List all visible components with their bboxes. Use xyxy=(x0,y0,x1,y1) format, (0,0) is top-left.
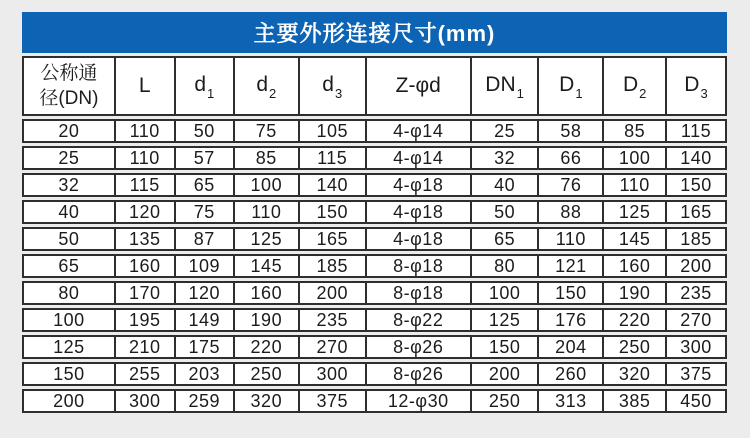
table-cell: 125 xyxy=(22,335,116,359)
table-cell: 255 xyxy=(116,362,176,386)
table-cell: 32 xyxy=(22,173,116,197)
table-cell: 149 xyxy=(176,308,235,332)
table-cell: 87 xyxy=(176,227,235,251)
table-cell: 8-φ26 xyxy=(367,335,472,359)
table-cell: 320 xyxy=(235,389,300,413)
table-cell: 20 xyxy=(22,119,116,143)
table-cell: 250 xyxy=(604,335,667,359)
column-header-7: $D_1$ xyxy=(539,56,604,116)
table-cell: 8-φ18 xyxy=(367,281,472,305)
table-row xyxy=(22,389,727,413)
table-cell: 4-φ14 xyxy=(367,146,472,170)
table-cell: 85 xyxy=(604,119,667,143)
table-cell: 65 xyxy=(472,227,540,251)
table-title-bar xyxy=(22,12,727,53)
table-cell: 150 xyxy=(667,173,727,197)
table-cell: 75 xyxy=(235,119,300,143)
table-row xyxy=(22,308,727,332)
table-cell: 50 xyxy=(472,200,540,224)
table-cell: 313 xyxy=(539,389,604,413)
table-cell: 320 xyxy=(604,362,667,386)
table-cell: 175 xyxy=(176,335,235,359)
column-header-6: $DN_1$ xyxy=(472,56,540,116)
column-header-1: L xyxy=(116,56,176,116)
table-cell: 145 xyxy=(604,227,667,251)
table-cell: 109 xyxy=(176,254,235,278)
table-cell: 85 xyxy=(235,146,300,170)
table-cell: 375 xyxy=(300,389,367,413)
table-cell: 120 xyxy=(116,200,176,224)
table-cell: 100 xyxy=(235,173,300,197)
table-cell: 170 xyxy=(116,281,176,305)
table-row xyxy=(22,227,727,251)
table-cell: 25 xyxy=(472,119,540,143)
table-cell: 165 xyxy=(300,227,367,251)
column-header-5: Z-φd xyxy=(367,56,472,116)
table-cell: 270 xyxy=(667,308,727,332)
table-cell: 25 xyxy=(22,146,116,170)
table-cell: 4-φ18 xyxy=(367,173,472,197)
table-cell: 200 xyxy=(667,254,727,278)
table-cell: 300 xyxy=(667,335,727,359)
table-cell: 75 xyxy=(176,200,235,224)
table-cell: 185 xyxy=(667,227,727,251)
table-cell: 150 xyxy=(472,335,540,359)
table-cell: 58 xyxy=(539,119,604,143)
table-cell: 250 xyxy=(235,362,300,386)
table-cell: 450 xyxy=(667,389,727,413)
table-cell: 135 xyxy=(116,227,176,251)
table-cell: 270 xyxy=(300,335,367,359)
table-cell: 375 xyxy=(667,362,727,386)
table-cell: 190 xyxy=(604,281,667,305)
table-cell: 110 xyxy=(116,119,176,143)
table-row xyxy=(22,173,727,197)
column-header-3: $d_2$ xyxy=(235,56,300,116)
table-cell: 110 xyxy=(116,146,176,170)
column-header-4: $d_3$ xyxy=(300,56,367,116)
table-cell: 110 xyxy=(604,173,667,197)
table-cell: 50 xyxy=(176,119,235,143)
table-cell: 8-φ18 xyxy=(367,254,472,278)
table-cell: 40 xyxy=(472,173,540,197)
table-cell: 65 xyxy=(22,254,116,278)
table-cell: 100 xyxy=(604,146,667,170)
table-cell: 190 xyxy=(235,308,300,332)
table-cell: 220 xyxy=(604,308,667,332)
table-cell: 125 xyxy=(472,308,540,332)
table-cell: 4-φ18 xyxy=(367,227,472,251)
table-row xyxy=(22,281,727,305)
table-cell: 66 xyxy=(539,146,604,170)
table-cell: 110 xyxy=(235,200,300,224)
table-cell: 150 xyxy=(22,362,116,386)
table-cell: 165 xyxy=(667,200,727,224)
column-header-0: 公称通 径(DN) xyxy=(22,56,116,116)
table-cell: 300 xyxy=(116,389,176,413)
table-cell: 80 xyxy=(472,254,540,278)
header-row xyxy=(22,56,727,116)
table-cell: 160 xyxy=(116,254,176,278)
dimensions-table xyxy=(22,53,727,416)
table-cell: 4-φ18 xyxy=(367,200,472,224)
table-cell: 115 xyxy=(667,119,727,143)
table-cell: 76 xyxy=(539,173,604,197)
table-header xyxy=(22,56,727,116)
table-cell: 203 xyxy=(176,362,235,386)
table-cell: 105 xyxy=(300,119,367,143)
table-cell: 50 xyxy=(22,227,116,251)
table-row xyxy=(22,200,727,224)
table-cell: 32 xyxy=(472,146,540,170)
table-row xyxy=(22,254,727,278)
table-cell: 220 xyxy=(235,335,300,359)
table-cell: 385 xyxy=(604,389,667,413)
table-title: 主要外形连接尺寸(mm) xyxy=(253,21,496,46)
table-cell: 204 xyxy=(539,335,604,359)
table-cell: 140 xyxy=(667,146,727,170)
column-header-8: $D_2$ xyxy=(604,56,667,116)
table-cell: 88 xyxy=(539,200,604,224)
table-row xyxy=(22,119,727,143)
table-cell: 176 xyxy=(539,308,604,332)
table-cell: 120 xyxy=(176,281,235,305)
table-row xyxy=(22,335,727,359)
spec-sheet xyxy=(22,12,727,416)
table-cell: 200 xyxy=(300,281,367,305)
table-cell: 40 xyxy=(22,200,116,224)
table-cell: 12-φ30 xyxy=(367,389,472,413)
table-cell: 80 xyxy=(22,281,116,305)
table-cell: 121 xyxy=(539,254,604,278)
table-cell: 260 xyxy=(539,362,604,386)
table-cell: 200 xyxy=(22,389,116,413)
table-cell: 210 xyxy=(116,335,176,359)
table-cell: 250 xyxy=(472,389,540,413)
table-cell: 160 xyxy=(235,281,300,305)
table-cell: 100 xyxy=(472,281,540,305)
column-header-9: $D_3$ xyxy=(667,56,727,116)
table-cell: 8-φ22 xyxy=(367,308,472,332)
column-header-2: $d_1$ xyxy=(176,56,235,116)
table-cell: 57 xyxy=(176,146,235,170)
table-cell: 125 xyxy=(235,227,300,251)
table-row xyxy=(22,146,727,170)
table-cell: 235 xyxy=(300,308,367,332)
table-cell: 150 xyxy=(300,200,367,224)
table-cell: 115 xyxy=(300,146,367,170)
table-cell: 259 xyxy=(176,389,235,413)
table-cell: 140 xyxy=(300,173,367,197)
table-cell: 150 xyxy=(539,281,604,305)
table-cell: 200 xyxy=(472,362,540,386)
table-cell: 125 xyxy=(604,200,667,224)
table-cell: 145 xyxy=(235,254,300,278)
table-cell: 160 xyxy=(604,254,667,278)
table-cell: 300 xyxy=(300,362,367,386)
table-cell: 115 xyxy=(116,173,176,197)
table-cell: 4-φ14 xyxy=(367,119,472,143)
table-row xyxy=(22,362,727,386)
table-cell: 195 xyxy=(116,308,176,332)
table-cell: 100 xyxy=(22,308,116,332)
table-cell: 110 xyxy=(539,227,604,251)
table-cell: 185 xyxy=(300,254,367,278)
table-cell: 235 xyxy=(667,281,727,305)
table-cell: 65 xyxy=(176,173,235,197)
table-cell: 8-φ26 xyxy=(367,362,472,386)
table-body xyxy=(22,119,727,413)
